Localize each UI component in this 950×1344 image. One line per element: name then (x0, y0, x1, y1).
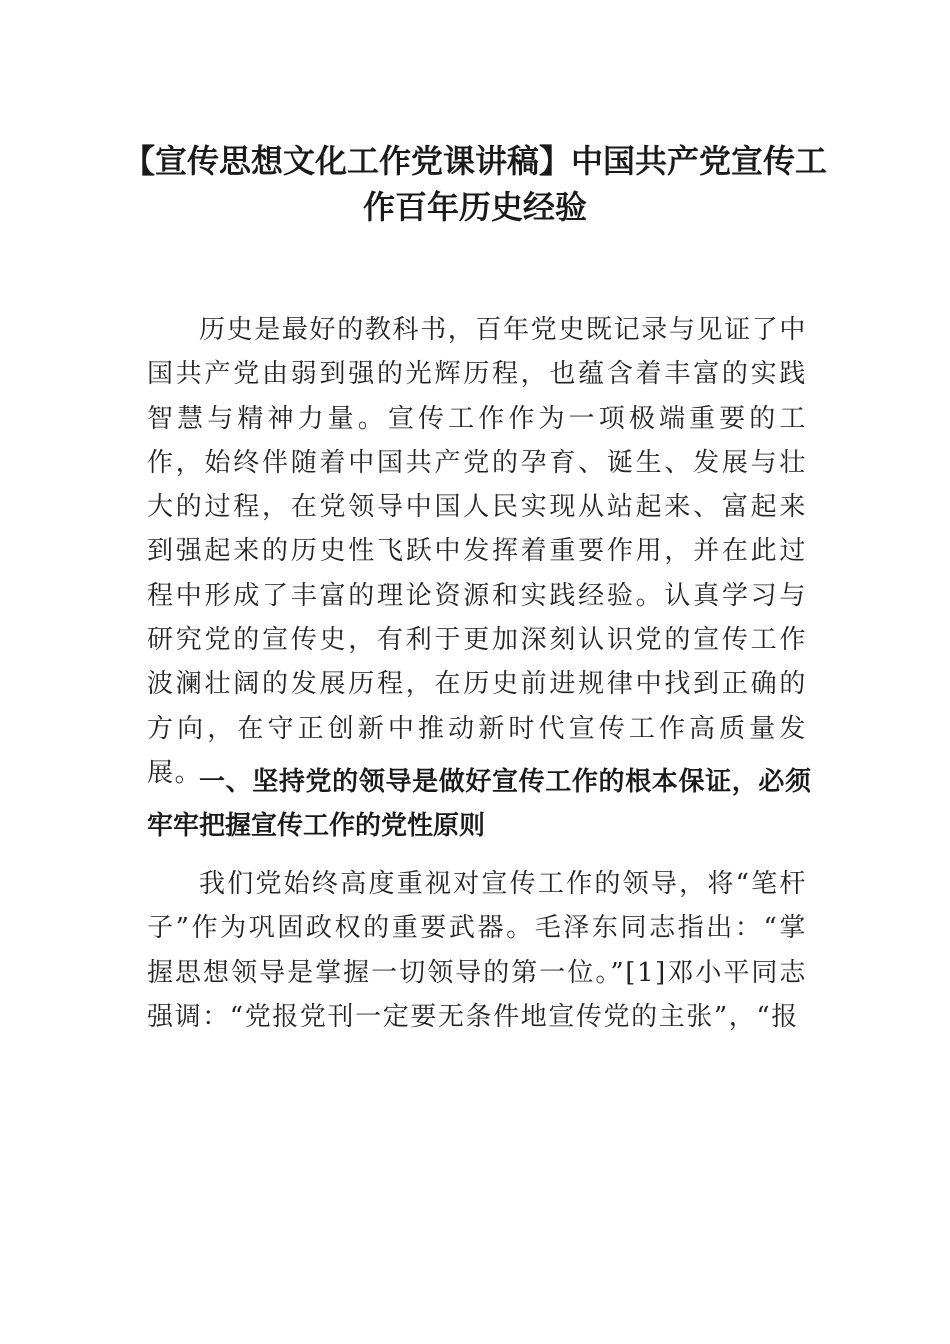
section-heading: 一、坚持党的领导是做好宣传工作的根本保证，必须牢牢把握宣传工作的党性原则 (147, 767, 811, 841)
section-paragraph: 我们党始终高度重视对宣传工作的领导，将“笔杆子”作为巩固政权的重要武器。毛泽东同志指出：“掌握思想领导是掌握一切领导的第一位。”[1]邓小平同志强调：“党报党刊一定要无条件地宣传党的主张”，“报 (147, 869, 807, 1032)
intro-paragraph: 历史是最好的教科书，百年党史既记录与见证了中国共产党由弱到强的光辉历程，也蕴含着丰富的实践智慧与精神力量。宣传工作作为一项极端重要的工作，始终伴随着中国共产党的孕育、诞生、发展与壮大的过程，在党领导中国人民实现从站起来、富起来到强起来的历史性飞跃中发挥着重要作用，并在此过程中形成了丰富的理论资源和实践经验。认真学习与研究党的宣传史，有利于更加深刻认识党的宣传工作波澜壮阔的发展历程，在历史前进规律中找到正确的方向，在守正创新中推动新时代宣传工作高质量发展。 (147, 315, 807, 788)
document-title: 【宣传思想文化工作党课讲稿】中国共产党宣传工作百年历史经验 (122, 142, 827, 226)
